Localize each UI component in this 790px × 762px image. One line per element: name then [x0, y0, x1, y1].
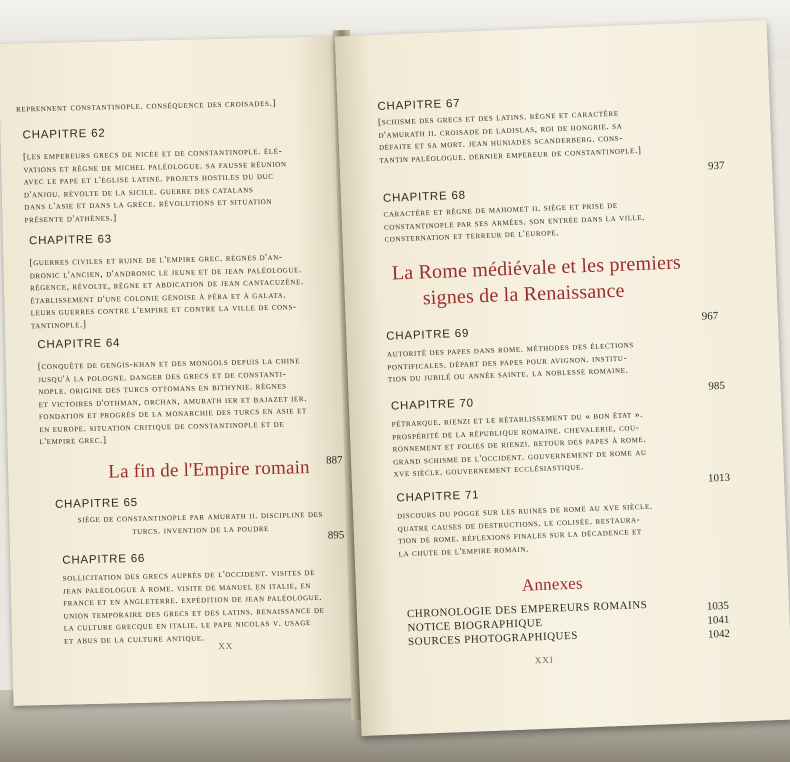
annexe-notice-label: NOTICE BIOGRAPHIQUE — [407, 617, 543, 635]
annexe-sources-page: 1042 — [707, 627, 731, 641]
annexes-title: Annexes — [521, 573, 584, 595]
chapter-65-summary: siège de constantinople par amurath ii. discipline des turcs. invention de la poudre — [77, 509, 324, 537]
chapter-70-summary: pétrarque. rienzi et le rétablissement du « bon état ». prospérité de la république romaine. chevalerie, cou- ronnement et folies de rienzi. retour des papes à rome. grand schisme de l'occident. gouvernement de rome au xve siècle. gouvernement ecclésiastique. — [391, 410, 647, 480]
chapter-69-summary: autorité des papes dans rome. méthodes des élections pontificales. départ des papes pour avignon. institu- tion du jubilé ou année sainte. la noblesse romaine. — [386, 340, 634, 385]
right-page — [335, 20, 790, 736]
chapter-70-label: CHAPITRE 70 — [390, 397, 475, 413]
chapter-64-label: CHAPITRE 64 — [37, 337, 121, 352]
chapter-63-summary: [guerres civiles et ruine de l'empire grec. règnes d'an- dronic l'ancien, d'andronic le jeune et de jean paléologue. régence, révolte, règne et abdication de jean cantacuzène. établissement d'une colonie génoise à péra et à galata. leurs guerres contre l'empire et contre la ville de cons- tantinople.] — [29, 252, 304, 331]
chapter-71-page: 1013 — [707, 471, 731, 485]
section-title-fin-empire: La fin de l'Empire romain — [108, 457, 310, 483]
chapter-71-label: CHAPITRE 71 — [396, 489, 480, 505]
chapter-62-summary: [les empereurs grecs de nicée et de constantinople. élé- vations et règne de michel paléologue. sa fausse réunion avec le pape et l'église latine. projets hostiles du duc d'anjou. révolte de la sicile. guerre des catalans dans l'asie et dans la grèce. révolutions et situation présente d'athènes.] — [23, 146, 287, 225]
section-title-rome-line2: signes de la Renaissance — [422, 279, 626, 310]
chapter-62-label: CHAPITRE 62 — [22, 127, 106, 142]
annexe-sources-label: SOURCES PHOTOGRAPHIQUES — [407, 629, 579, 649]
chapter-67-summary: [schisme des grecs et des latins. règne et caractère d'amurath ii. croisade de ladislas, roi de hongrie. sa défaite et sa mort. jean huniades scanderberg. cons- tantin paléologue. dernier empereur de constantinople.] — [377, 108, 642, 166]
annexe-chronologie-label: CHRONOLOGIE DES EMPEREURS ROMAINS — [406, 598, 648, 621]
annexe-notice-page: 1041 — [707, 613, 730, 627]
annexe-chronologie-page: 1035 — [706, 599, 730, 613]
chapter-66-summary: sollicitation des grecs auprès de l'occident. visites de jean paléologue à rome. visite de manuel en italie, en france et en angleterre. expédition de jean paléologue. union temporaire des grecs et des latins. renaissance de la culture grecque en italie. le pape nicolas v. usage et abus de la culture antique. — [62, 567, 325, 647]
chapter-71-summary: discours du pogge sur les ruines de rome au xve siècle. quatre causes de destructions. le colisée. restaura- tion de rome. réflexions finales sur la décadence et la chute de l'empire romain. — [397, 501, 653, 559]
chapter-63-label: CHAPITRE 63 — [28, 233, 113, 248]
right-folio: XXI — [534, 654, 554, 666]
left-top-line: reprennent constantinople. conséquence des croisades.] — [15, 98, 277, 115]
chapter-68-summary: caractère et règne de mahomet ii. siège et prise de constantinople par ses armées. son entrée dans la ville. consternation et terreur de l'europe. — [383, 200, 646, 245]
chapter-67-label: CHAPITRE 67 — [377, 97, 461, 113]
chapter-69-label: CHAPITRE 69 — [386, 327, 470, 343]
left-folio: XX — [218, 640, 234, 652]
chapter-70-page: 985 — [708, 379, 726, 393]
chapter-65-label: CHAPITRE 65 — [54, 496, 139, 511]
chapter-67-page: 937 — [707, 159, 725, 173]
section-page-887: 887 — [325, 454, 343, 467]
left-page — [0, 36, 359, 706]
chapter-66-label: CHAPITRE 66 — [62, 552, 146, 567]
chapter-68-label: CHAPITRE 68 — [382, 189, 467, 205]
chapter-65-page: 895 — [327, 529, 345, 542]
chapter-69-page: 967 — [701, 310, 719, 323]
section-title-rome-line1: La Rome médiévale et les premiers — [391, 251, 682, 285]
chapter-64-summary: [conquête de gengis-khan et des mongols depuis la chine jusqu'à la pologne. danger des grecs et de constanti- nople. origine des turcs ottomans en bithynie. règnes et victoires d'othman, orchan, amurath ier et bajazet ier. fondation et progrès de la monarchie des turcs en asie et en europe. situation critique de constantinople et de l'empire grec.] — [37, 356, 308, 448]
